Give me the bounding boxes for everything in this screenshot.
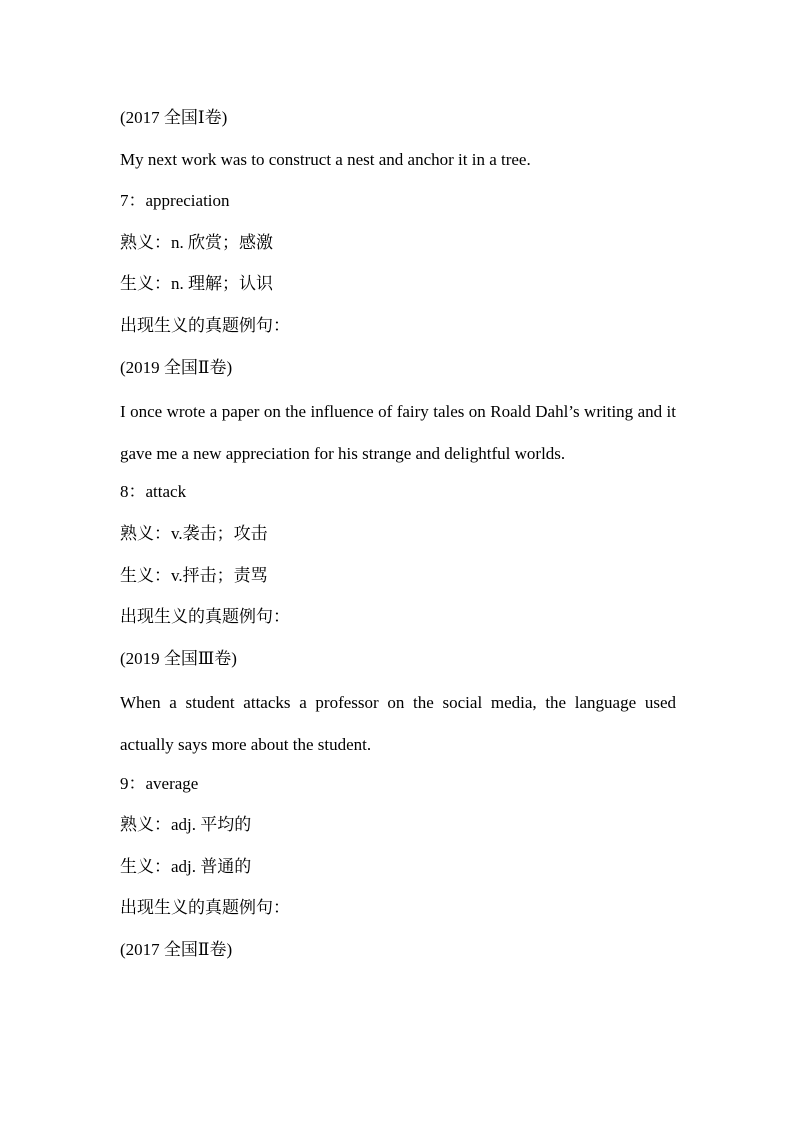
example-intro-average: 出现生义的真题例句：	[120, 898, 290, 918]
example-sentence-attack: When a student attacks a professor on the social media, the language used actually says more about the student.	[120, 693, 676, 754]
example-intro-attack: 出现生义的真题例句：	[120, 607, 290, 627]
document-body	[120, 100, 676, 973]
familiar-meaning-attack: 熟义：v.袭击；攻击	[120, 523, 268, 543]
exam-source-2019-3: (2019 全国Ⅲ卷)	[120, 648, 237, 668]
word-heading-attack: 8：attack	[120, 482, 187, 502]
example-sentence-appreciation: I once wrote a paper on the influence of fairy tales on Roald Dahl’s writing and it gave me a new appreciation for his strange and delightful worlds.	[120, 402, 676, 463]
exam-source-2017-2: (2017 全国Ⅱ卷)	[120, 939, 233, 959]
new-meaning-attack: 生义：v.抨击；责骂	[120, 565, 268, 585]
example-intro-appreciation: 出现生义的真题例句：	[120, 315, 290, 335]
new-meaning-average: 生义：adj. 普通的	[120, 856, 252, 876]
word-heading-average: 9：average	[120, 773, 199, 793]
exam-source-2019-2: (2019 全国Ⅱ卷)	[120, 357, 233, 377]
example-sentence-nest: My next work was to construct a nest and anchor it in a tree.	[120, 149, 531, 169]
familiar-meaning-average: 熟义：adj. 平均的	[120, 815, 252, 835]
new-meaning-appreciation: 生义：n. 理解；认识	[120, 274, 273, 294]
exam-source-2017-1: (2017 全国Ⅰ卷)	[120, 108, 228, 127]
familiar-meaning-appreciation: 熟义：n. 欣赏；感激	[120, 232, 273, 252]
word-heading-appreciation: 7：appreciation	[120, 191, 230, 211]
